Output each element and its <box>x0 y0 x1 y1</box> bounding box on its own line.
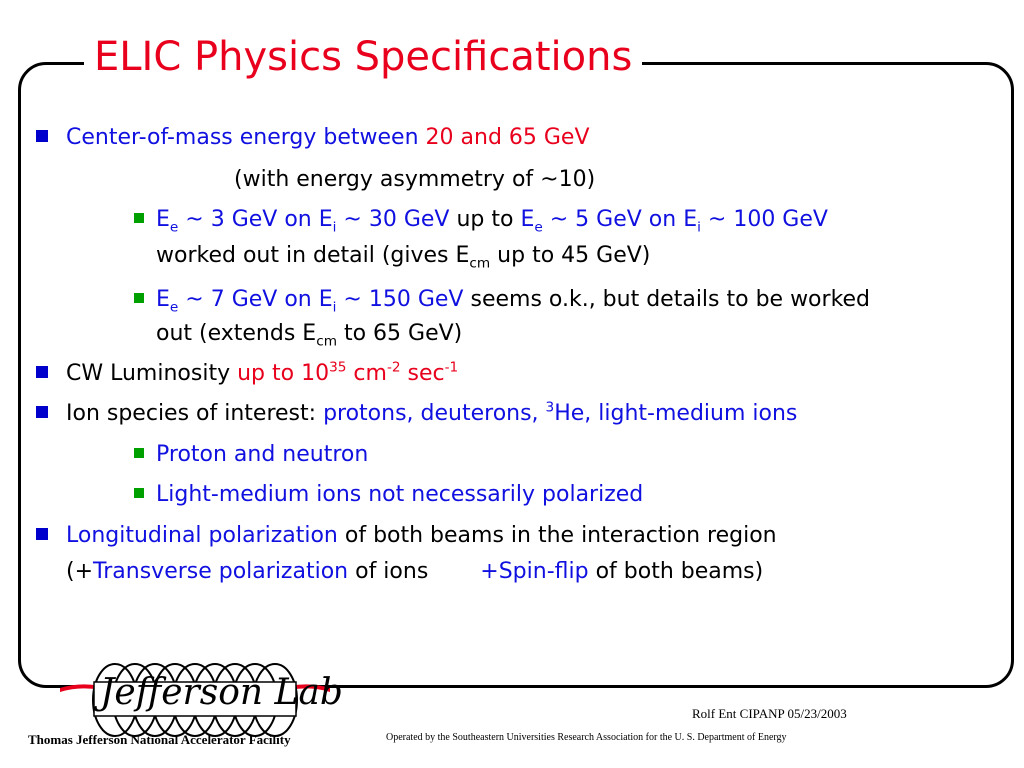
bullet-square-icon <box>36 366 48 378</box>
logo-text: Jefferson Lab <box>100 672 343 713</box>
sub-bullet-light-medium-ions: Light-medium ions not necessarily polarized <box>156 482 644 507</box>
bullet-luminosity: CW Luminosity up to $10^{35}$ $cm^{-2}$ $\sec^{-1}$ <box>66 359 459 386</box>
sub-bullet-energy-config-2: $E_e$ ~ 7 GeV on $E_i$ ~ 150 GeV seems o.k., but details to be worked <box>156 287 871 316</box>
sub-bullet-square-icon <box>134 448 144 458</box>
bullet-center-of-mass: Center-of-mass energy between 20 and 65 GeV <box>66 125 590 150</box>
bullet-ion-species: Ion species of interest: protons, deuterons, $^3$He, light-medium ions <box>66 399 798 426</box>
sub-bullet-proton-neutron: Proton and neutron <box>156 442 369 467</box>
sub-bullet-square-icon <box>134 488 144 498</box>
sub-bullet-energy-config-1: $E_e$ ~ 3 GeV on $E_i$ ~ 30 GeV up to $E_e$ ~ 5 GeV on $E_i$ ~ 100 GeV <box>156 207 828 236</box>
bullet-square-icon <box>36 130 48 142</box>
bullet-transverse-polarization: (+Transverse polarization of ions +Spin-flip of both beams) <box>66 559 764 584</box>
sub-bullet-energy-config-1-detail: worked out in detail (gives $E_{cm}$ up to 45 GeV) <box>156 243 651 272</box>
bullet-longitudinal-polarization: Longitudinal polarization of both beams in the interaction region <box>66 523 777 548</box>
facility-name: Thomas Jefferson National Accelerator Facility <box>28 732 291 747</box>
operated-by-note: Operated by the Southeastern Universities Research Association for the U. S. Department of Energy <box>386 732 787 743</box>
sub-bullet-square-icon <box>134 213 144 223</box>
bullet-square-icon <box>36 406 48 418</box>
slide-title: ELIC Physics Specifications <box>84 28 642 86</box>
bullet-square-icon <box>36 528 48 540</box>
energy-asymmetry-note: (with energy asymmetry of ~10) <box>234 167 596 192</box>
author-date: Rolf Ent CIPANP 05/23/2003 <box>692 706 847 721</box>
sub-bullet-energy-config-2-detail: out (extends $E_{cm}$ to 65 GeV) <box>156 321 463 350</box>
sub-bullet-square-icon <box>134 293 144 303</box>
